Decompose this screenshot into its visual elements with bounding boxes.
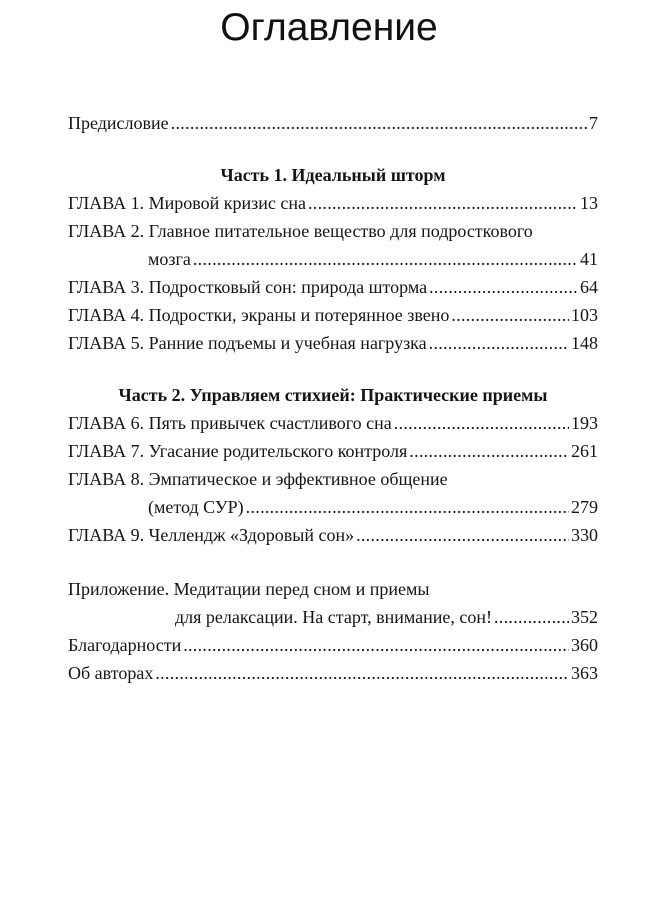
dot-leader xyxy=(171,109,587,137)
toc-label-continuation: мозга xyxy=(148,249,191,269)
dot-leader xyxy=(394,409,569,437)
page-number: 261 xyxy=(571,441,598,461)
toc-label: Благодарности xyxy=(68,635,182,655)
toc-entry-chapter-3 xyxy=(68,273,598,301)
backmatter-section xyxy=(68,575,598,687)
toc-label: ГЛАВА 1. Мировой кризис сна xyxy=(68,193,306,213)
toc-label: Об авторах xyxy=(68,663,154,683)
toc-entry-preface xyxy=(68,109,598,137)
toc-label: ГЛАВА 7. Угасание родительского контроля xyxy=(68,441,408,461)
page-number: 363 xyxy=(571,663,598,683)
dot-leader xyxy=(356,521,569,549)
toc-entry-chapter-2-continuation xyxy=(68,245,598,273)
page-number: 103 xyxy=(571,305,598,325)
toc-entry-appendix-continuation xyxy=(68,603,598,631)
dot-leader xyxy=(451,301,569,329)
toc-entry-chapter-6 xyxy=(68,409,598,437)
toc-label: Предисловие xyxy=(68,113,169,133)
toc-label: Приложение. Медитации перед сном и приемы xyxy=(68,579,430,599)
toc-label: ГЛАВА 3. Подростковый сон: природа шторма xyxy=(68,277,428,297)
page-number: 352 xyxy=(571,607,598,627)
page-number: 64 xyxy=(580,277,598,297)
toc-entry-acknowledgements xyxy=(68,631,598,659)
toc-label: ГЛАВА 2. Главное питательное вещество для подросткового xyxy=(68,221,533,241)
dot-leader xyxy=(308,189,578,217)
toc-entry-chapter-2 xyxy=(68,217,598,245)
toc-entry-chapter-4 xyxy=(68,301,598,329)
toc-entry-chapter-8-continuation xyxy=(68,493,598,521)
dot-leader xyxy=(494,603,569,631)
page-number: 193 xyxy=(571,413,598,433)
dot-leader xyxy=(429,273,578,301)
toc-label: ГЛАВА 9. Челлендж «Здоровый сон» xyxy=(68,525,355,545)
page-number: 41 xyxy=(580,249,598,269)
toc-label-continuation: для релаксации. На старт, внимание, сон! xyxy=(175,607,492,627)
page-number: 279 xyxy=(571,497,598,517)
page-number: 148 xyxy=(571,333,598,353)
page-number: 360 xyxy=(571,635,598,655)
toc-label: ГЛАВА 5. Ранние подъемы и учебная нагрузка xyxy=(68,333,427,353)
toc-entry-chapter-7 xyxy=(68,437,598,465)
table-of-contents xyxy=(68,109,598,687)
dot-leader xyxy=(409,437,569,465)
toc-entry-chapter-5 xyxy=(68,329,598,357)
toc-label: ГЛАВА 8. Эмпатическое и эффективное общение xyxy=(68,469,448,489)
toc-entry-chapter-1 xyxy=(68,189,598,217)
page-number: 7 xyxy=(589,113,598,133)
toc-entry-about-authors xyxy=(68,659,598,687)
dot-leader xyxy=(183,631,569,659)
part-1-heading: Часть 1. Идеальный шторм xyxy=(220,165,446,185)
page-number: 13 xyxy=(580,193,598,213)
toc-entry-chapter-9 xyxy=(68,521,598,549)
toc-label: ГЛАВА 4. Подростки, экраны и потерянное звено xyxy=(68,305,450,325)
dot-leader xyxy=(246,493,569,521)
toc-label: ГЛАВА 6. Пять привычек счастливого сна xyxy=(68,413,392,433)
page-number: 330 xyxy=(571,525,598,545)
dot-leader xyxy=(193,245,578,273)
toc-entry-chapter-8 xyxy=(68,465,598,493)
dot-leader xyxy=(429,329,569,357)
page-title: Оглавление xyxy=(220,6,438,49)
part-2-heading: Часть 2. Управляем стихией: Практические приемы xyxy=(118,385,548,405)
dot-leader xyxy=(155,659,569,687)
toc-label-continuation: (метод СУР) xyxy=(148,497,244,517)
toc-entry-appendix xyxy=(68,575,598,603)
